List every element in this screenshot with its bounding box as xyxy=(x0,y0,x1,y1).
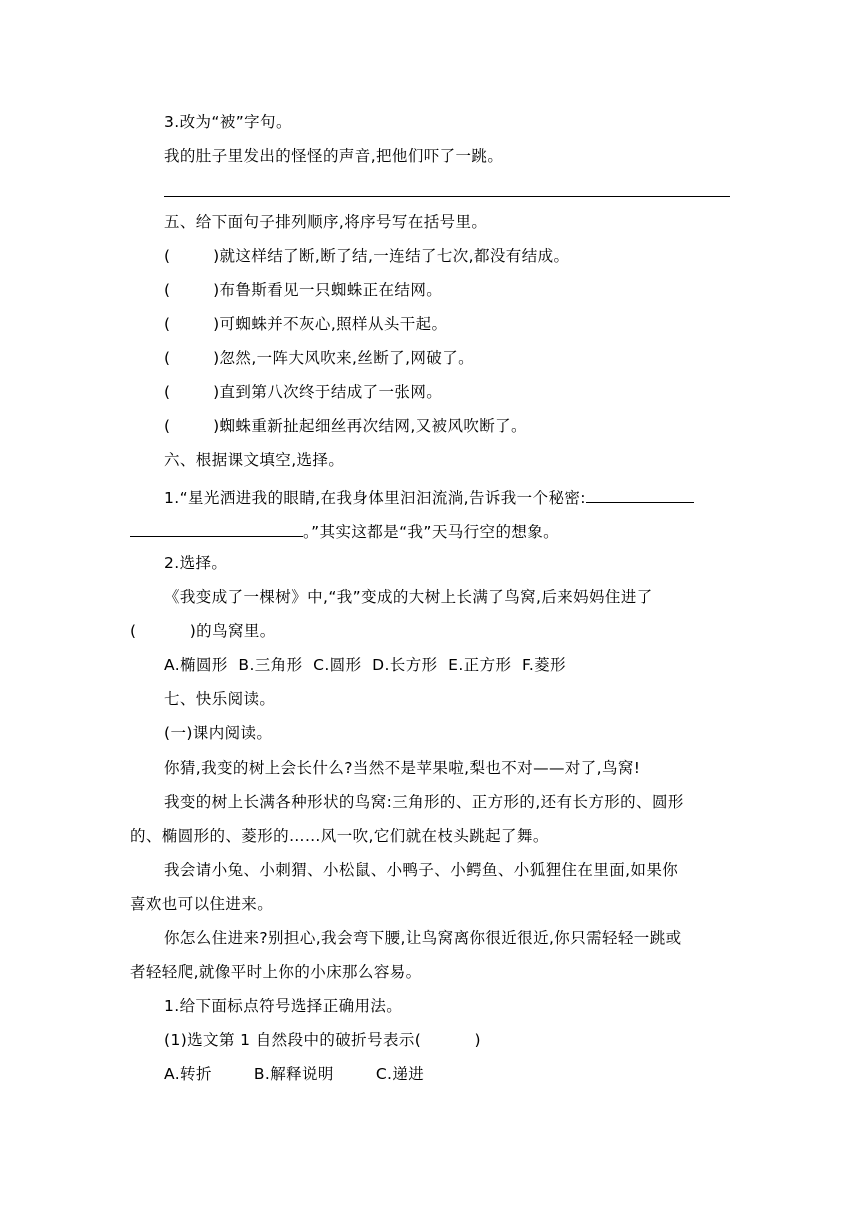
passage-paragraph-3-line2: 喜欢也可以住进来。 xyxy=(130,895,274,913)
shape-options: A.椭圆形 B.三角形 C.圆形 D.长方形 E.正方形 F.菱形 xyxy=(164,656,566,674)
ordering-paren[interactable]: ( ) xyxy=(164,315,220,333)
ordering-text: 忽然,一阵大风吹来,丝断了,网破了。 xyxy=(219,349,474,367)
ordering-paren[interactable]: ( ) xyxy=(164,349,220,367)
passage-paragraph-3-line1: 我会请小兔、小刺猬、小松鼠、小鸭子、小鳄鱼、小狐狸住在里面,如果你 xyxy=(164,861,679,879)
fill-blank[interactable] xyxy=(130,518,303,537)
question-3-sentence: 我的肚子里发出的怪怪的声音,把他们吓了一跳。 xyxy=(164,147,504,165)
passage-paragraph-4-line1: 你怎么住进来?别担心,我会弯下腰,让鸟窝离你很近很近,你只需轻轻一跳或 xyxy=(164,929,682,947)
option-b[interactable]: B.解释说明 xyxy=(253,1065,334,1083)
ordering-text: 蜘蛛重新扯起细丝再次结网,又被风吹断了。 xyxy=(219,417,527,435)
ordering-text: 布鲁斯看见一只蜘蛛正在结网。 xyxy=(219,281,443,299)
ordering-item xyxy=(164,245,569,267)
passage-paragraph-4-line2: 者轻轻爬,就像平时上你的小床那么容易。 xyxy=(130,963,422,981)
section-6-heading: 六、根据课文填空,选择。 xyxy=(164,451,345,469)
answer-paren[interactable]: ( ) xyxy=(130,622,197,640)
choice-question-2-text: 《我变成了一棵树》中,“我”变成的大树上长满了鸟窝,后来妈妈住进了 xyxy=(164,588,653,606)
ordering-item xyxy=(164,347,474,369)
ordering-item xyxy=(164,313,447,335)
fill-question-1-line2 xyxy=(130,518,559,543)
fill-blank[interactable] xyxy=(586,484,694,503)
section-5-heading: 五、给下面句子排列顺序,将序号写在括号里。 xyxy=(164,213,488,231)
passage-paragraph-2-line2: 的、椭圆形的、菱形的……风一吹,它们就在枝头跳起了舞。 xyxy=(130,827,549,845)
ordering-item xyxy=(164,415,527,437)
choice-question-2-title: 2.选择。 xyxy=(164,554,228,572)
reading-question-1-sub: (1)选文第 1 自然段中的破折号表示( ) xyxy=(164,1031,481,1049)
ordering-paren[interactable]: ( ) xyxy=(164,281,220,299)
option-c[interactable]: C.递进 xyxy=(375,1065,425,1083)
fill-question-1-tail: 。”其实这都是“我”天马行空的想象。 xyxy=(303,523,560,541)
fill-question-1-text: 1.“星光洒进我的眼睛,在我身体里汩汩流淌,告诉我一个秘密: xyxy=(164,489,586,507)
choice-question-2-tail: 的鸟窝里。 xyxy=(196,622,276,640)
reading-subheading: (一)课内阅读。 xyxy=(164,724,273,742)
ordering-text: 就这样结了断,断了结,一连结了七次,都没有结成。 xyxy=(219,247,570,265)
ordering-text: 直到第八次终于结成了一张网。 xyxy=(219,383,443,401)
ordering-paren[interactable]: ( ) xyxy=(164,417,220,435)
reading-question-1-options xyxy=(164,1063,424,1085)
passage-paragraph-2-line1: 我变的树上长满各种形状的鸟窝:三角形的、正方形的,还有长方形的、圆形 xyxy=(164,793,684,811)
answer-blank-line[interactable] xyxy=(164,196,730,197)
question-3-title: 3.改为“被”字句。 xyxy=(164,113,292,131)
option-a[interactable]: A.转折 xyxy=(164,1065,212,1083)
reading-question-1-title: 1.给下面标点符号选择正确用法。 xyxy=(164,997,403,1015)
ordering-text: 可蜘蛛并不灰心,照样从头干起。 xyxy=(219,315,448,333)
section-7-heading: 七、快乐阅读。 xyxy=(164,690,276,708)
fill-question-1-line1 xyxy=(164,484,694,509)
ordering-item xyxy=(164,279,442,301)
ordering-paren[interactable]: ( ) xyxy=(164,383,220,401)
ordering-paren[interactable]: ( ) xyxy=(164,247,220,265)
ordering-item xyxy=(164,381,442,403)
passage-paragraph-1: 你猜,我变的树上会长什么?当然不是苹果啦,梨也不对——对了,鸟窝! xyxy=(164,759,641,777)
choice-question-2-line2 xyxy=(130,620,276,642)
